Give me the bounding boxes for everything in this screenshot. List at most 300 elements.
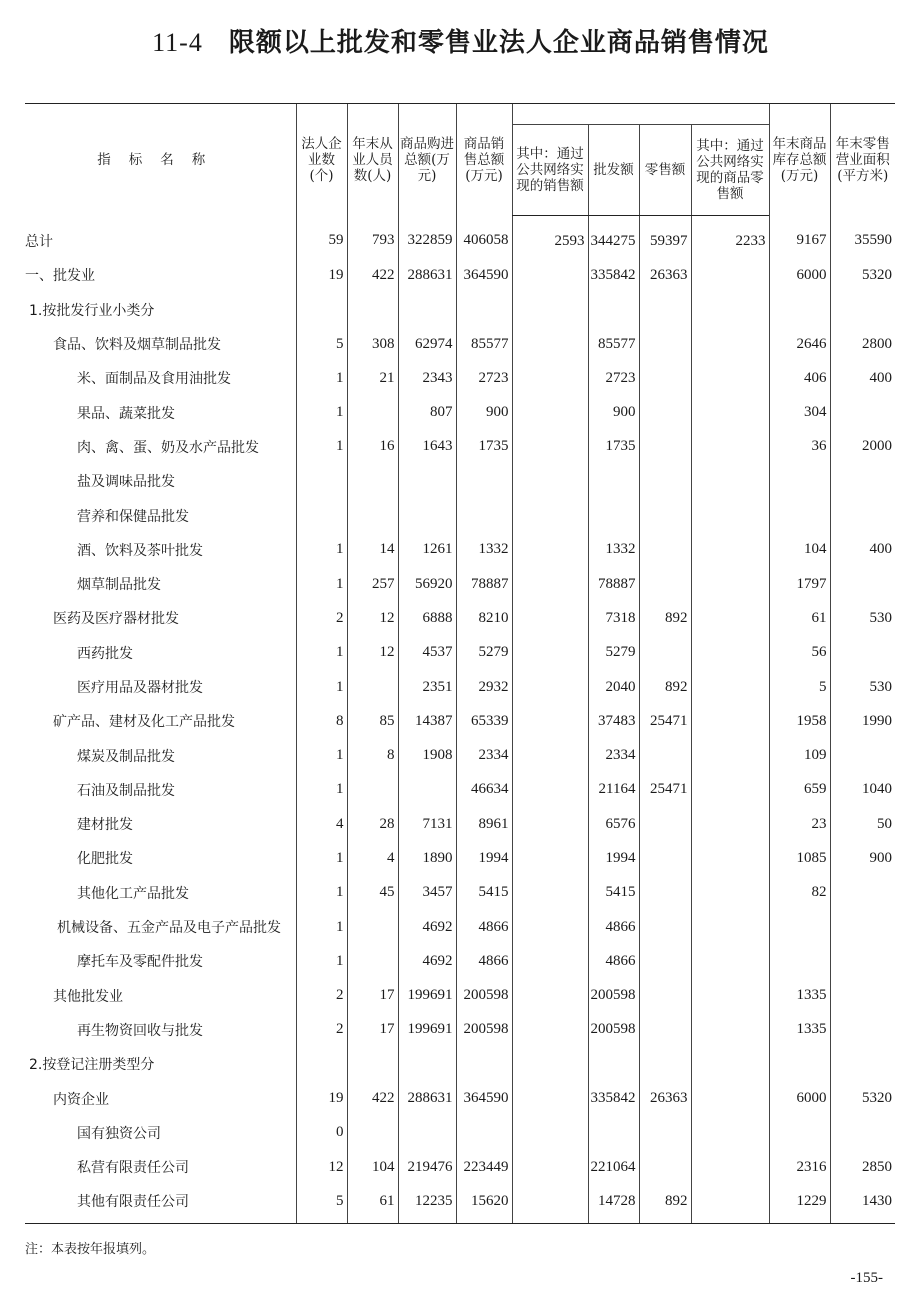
- cell-purchases: 1261: [398, 533, 456, 567]
- cell-sales-online: [512, 670, 588, 704]
- header-retail-online: 其中：通过公共网络实现的商品零售额: [691, 125, 769, 216]
- cell-retail-online: [691, 979, 769, 1013]
- cell-sales-online: [512, 1184, 588, 1223]
- cell-retail: [639, 1047, 691, 1081]
- row-label: 国有独资公司: [77, 1125, 161, 1142]
- row-label: 肉、禽、蛋、奶及水产品批发: [77, 439, 259, 456]
- cell-enterprises: 12: [296, 1150, 347, 1184]
- cell-employees: [347, 944, 398, 978]
- cell-employees: 793: [347, 216, 398, 259]
- row-label: 营养和保健品批发: [77, 508, 189, 525]
- table-row: [25, 1116, 895, 1150]
- cell-purchases: [398, 464, 456, 498]
- cell-purchases: 219476: [398, 1150, 456, 1184]
- cell-purchases: 199691: [398, 1013, 456, 1047]
- cell-wholesale: 1735: [588, 430, 639, 464]
- cell-wholesale: 37483: [588, 704, 639, 738]
- cell-retail: [639, 636, 691, 670]
- cell-area: 2000: [830, 430, 895, 464]
- cell-area: 35590: [830, 216, 895, 259]
- cell-sales-online: [512, 807, 588, 841]
- row-label: 内资企业: [53, 1091, 109, 1108]
- cell-sales: 78887: [456, 567, 512, 601]
- row-label: 其他有限责任公司: [25, 1184, 296, 1223]
- cell-employees: 61: [347, 1184, 398, 1223]
- cell-employees: 21: [347, 361, 398, 395]
- table-row: [25, 773, 895, 807]
- cell-sales-online: [512, 704, 588, 738]
- cell-employees: [347, 395, 398, 429]
- table-row: [25, 216, 895, 259]
- cell-purchases: 62974: [398, 327, 456, 361]
- header-sales: 商品销售总额(万元): [456, 104, 512, 216]
- cell-employees: [347, 773, 398, 807]
- cell-sales-online: [512, 498, 588, 532]
- cell-retail: 59397: [639, 216, 691, 259]
- cell-retail: [639, 1150, 691, 1184]
- row-label: 煤炭及制品批发: [77, 748, 175, 765]
- row-label: 1.按批发行业小类分: [29, 302, 155, 319]
- table-title: 限额以上批发和零售业法人企业商品销售情况: [228, 28, 769, 58]
- cell-area: [830, 1116, 895, 1150]
- cell-retail-online: [691, 841, 769, 875]
- table-row: [25, 1047, 895, 1081]
- sales-table: [25, 104, 895, 1224]
- cell-retail-online: [691, 1013, 769, 1047]
- cell-wholesale: [588, 498, 639, 532]
- cell-sales: 8961: [456, 807, 512, 841]
- table-row: [25, 327, 895, 361]
- cell-wholesale: 4866: [588, 944, 639, 978]
- cell-purchases: 199691: [398, 979, 456, 1013]
- row-label: 食品、饮料及烟草制品批发: [53, 337, 221, 354]
- cell-area: 50: [830, 807, 895, 841]
- cell-employees: 257: [347, 567, 398, 601]
- row-label: 医药及医疗器材批发: [53, 611, 179, 628]
- cell-wholesale: 78887: [588, 567, 639, 601]
- cell-area: 2850: [830, 1150, 895, 1184]
- cell-area: [830, 636, 895, 670]
- cell-enterprises: [296, 464, 347, 498]
- cell-employees: [347, 498, 398, 532]
- cell-retail: 25471: [639, 704, 691, 738]
- row-label: 其他化工产品批发: [77, 885, 189, 902]
- cell-wholesale: 6576: [588, 807, 639, 841]
- cell-wholesale: 2040: [588, 670, 639, 704]
- cell-sales-online: [512, 1047, 588, 1081]
- row-label: 私营有限责任公司: [77, 1160, 189, 1177]
- cell-wholesale: 335842: [588, 1081, 639, 1115]
- cell-inventory: [769, 464, 830, 498]
- table-row: [25, 979, 895, 1013]
- cell-inventory: 109: [769, 738, 830, 772]
- cell-sales: 200598: [456, 979, 512, 1013]
- row-label: 摩托车及零配件批发: [77, 954, 203, 971]
- cell-inventory: 6000: [769, 258, 830, 292]
- cell-retail: [639, 533, 691, 567]
- cell-purchases: 4537: [398, 636, 456, 670]
- cell-retail: [639, 395, 691, 429]
- row-label: 化肥批发: [77, 851, 133, 868]
- cell-employees: [347, 293, 398, 327]
- cell-enterprises: 5: [296, 1184, 347, 1223]
- cell-employees: [347, 910, 398, 944]
- cell-enterprises: 1: [296, 910, 347, 944]
- cell-employees: [347, 1116, 398, 1150]
- cell-employees: 28: [347, 807, 398, 841]
- cell-sales: 364590: [456, 258, 512, 292]
- table-row: [25, 498, 895, 532]
- cell-employees: 4: [347, 841, 398, 875]
- page-number: -155-: [850, 1270, 883, 1286]
- cell-wholesale: 85577: [588, 327, 639, 361]
- table-row: [25, 1081, 895, 1115]
- row-label: 米、面制品及食用油批发: [77, 371, 231, 388]
- cell-sales: 5279: [456, 636, 512, 670]
- cell-sales-online: [512, 533, 588, 567]
- cell-wholesale: [588, 293, 639, 327]
- table-body: [25, 216, 895, 1224]
- cell-employees: [347, 464, 398, 498]
- table-row: [25, 258, 895, 292]
- header-purchases: 商品购进总额(万元): [398, 104, 456, 216]
- table-row: [25, 1150, 895, 1184]
- cell-wholesale: 200598: [588, 979, 639, 1013]
- cell-wholesale: 200598: [588, 1013, 639, 1047]
- cell-retail-online: [691, 258, 769, 292]
- cell-sales-online: [512, 1116, 588, 1150]
- cell-sales-online: [512, 979, 588, 1013]
- header-name: 指标名称: [97, 151, 224, 168]
- cell-sales-online: [512, 430, 588, 464]
- cell-enterprises: 1: [296, 670, 347, 704]
- cell-area: [830, 738, 895, 772]
- cell-enterprises: 0: [296, 1116, 347, 1150]
- cell-area: 400: [830, 533, 895, 567]
- cell-employees: 8: [347, 738, 398, 772]
- cell-sales: 8210: [456, 601, 512, 635]
- cell-purchases: [398, 773, 456, 807]
- page-title: [0, 22, 921, 59]
- cell-sales-online: [512, 910, 588, 944]
- cell-area: 1430: [830, 1184, 895, 1223]
- table-number: 11-4: [152, 28, 203, 57]
- cell-retail-online: [691, 327, 769, 361]
- cell-sales: 1994: [456, 841, 512, 875]
- cell-wholesale: 221064: [588, 1150, 639, 1184]
- cell-retail-online: [691, 773, 769, 807]
- cell-purchases: 56920: [398, 567, 456, 601]
- cell-purchases: 288631: [398, 1081, 456, 1115]
- row-label: 矿产品、建材及化工产品批发: [53, 714, 235, 731]
- cell-employees: 17: [347, 979, 398, 1013]
- cell-retail-online: [691, 1081, 769, 1115]
- cell-retail: 26363: [639, 258, 691, 292]
- row-label: 西药批发: [77, 645, 133, 662]
- cell-retail: [639, 807, 691, 841]
- cell-retail: [639, 1013, 691, 1047]
- cell-employees: 17: [347, 1013, 398, 1047]
- header-retail: 零售额: [639, 125, 691, 216]
- cell-retail: [639, 327, 691, 361]
- cell-area: [830, 979, 895, 1013]
- table-row: [25, 807, 895, 841]
- cell-area: [830, 395, 895, 429]
- row-label: 石油及制品批发: [77, 782, 175, 799]
- table-note: 注：本表按年报填列。: [25, 1242, 156, 1257]
- cell-retail: [639, 910, 691, 944]
- cell-area: 1040: [830, 773, 895, 807]
- cell-inventory: 1335: [769, 1013, 830, 1047]
- cell-wholesale: [588, 1116, 639, 1150]
- cell-inventory: 1085: [769, 841, 830, 875]
- cell-sales: 223449: [456, 1150, 512, 1184]
- cell-wholesale: 5415: [588, 876, 639, 910]
- cell-inventory: 1797: [769, 567, 830, 601]
- cell-retail: 892: [639, 601, 691, 635]
- cell-purchases: 1643: [398, 430, 456, 464]
- cell-retail-online: [691, 876, 769, 910]
- table-row: [25, 910, 895, 944]
- cell-enterprises: [296, 293, 347, 327]
- cell-retail-online: [691, 1116, 769, 1150]
- cell-inventory: 2316: [769, 1150, 830, 1184]
- cell-purchases: 4692: [398, 944, 456, 978]
- cell-inventory: 2646: [769, 327, 830, 361]
- cell-sales: 4866: [456, 944, 512, 978]
- table-row: [25, 876, 895, 910]
- cell-sales: 5415: [456, 876, 512, 910]
- cell-area: 530: [830, 601, 895, 635]
- cell-sales: 200598: [456, 1013, 512, 1047]
- cell-sales-online: [512, 1013, 588, 1047]
- cell-inventory: 82: [769, 876, 830, 910]
- cell-retail-online: [691, 738, 769, 772]
- cell-sales: 406058: [456, 216, 512, 259]
- cell-retail-online: [691, 670, 769, 704]
- row-label: 烟草制品批发: [77, 577, 161, 594]
- cell-wholesale: 4866: [588, 910, 639, 944]
- cell-wholesale: 344275: [588, 216, 639, 259]
- row-label: 总计: [25, 233, 53, 250]
- cell-purchases: 14387: [398, 704, 456, 738]
- header-employees: 年末从业人员数(人): [347, 104, 398, 216]
- cell-sales-online: [512, 944, 588, 978]
- cell-sales-online: [512, 327, 588, 361]
- cell-enterprises: 19: [296, 1081, 347, 1115]
- header-sales-online: 其中：通过公共网络实现的销售额: [512, 125, 588, 216]
- cell-area: [830, 876, 895, 910]
- cell-employees: 85: [347, 704, 398, 738]
- cell-employees: 45: [347, 876, 398, 910]
- header-enterprises: 法人企业数(个): [296, 104, 347, 216]
- table-row: [25, 293, 895, 327]
- cell-employees: 12: [347, 636, 398, 670]
- table-header: [25, 104, 895, 216]
- cell-inventory: 1958: [769, 704, 830, 738]
- cell-sales: 2334: [456, 738, 512, 772]
- cell-enterprises: 8: [296, 704, 347, 738]
- cell-retail-online: [691, 601, 769, 635]
- cell-area: [830, 1013, 895, 1047]
- cell-sales-online: [512, 841, 588, 875]
- cell-retail-online: [691, 944, 769, 978]
- cell-enterprises: [296, 498, 347, 532]
- cell-sales-online: [512, 464, 588, 498]
- cell-sales-online: [512, 395, 588, 429]
- cell-retail: [639, 1116, 691, 1150]
- cell-wholesale: 7318: [588, 601, 639, 635]
- cell-enterprises: 1: [296, 944, 347, 978]
- cell-enterprises: 4: [296, 807, 347, 841]
- cell-sales: 364590: [456, 1081, 512, 1115]
- cell-inventory: 104: [769, 533, 830, 567]
- cell-sales-online: [512, 1150, 588, 1184]
- cell-purchases: 3457: [398, 876, 456, 910]
- cell-area: 5320: [830, 258, 895, 292]
- cell-purchases: 322859: [398, 216, 456, 259]
- cell-retail: 26363: [639, 1081, 691, 1115]
- cell-inventory: [769, 498, 830, 532]
- cell-sales: 1735: [456, 430, 512, 464]
- cell-wholesale: 2723: [588, 361, 639, 395]
- cell-enterprises: [296, 1047, 347, 1081]
- cell-retail-online: [691, 1047, 769, 1081]
- cell-wholesale: [588, 464, 639, 498]
- cell-sales-online: [512, 601, 588, 635]
- cell-retail-online: [691, 293, 769, 327]
- cell-enterprises: 1: [296, 773, 347, 807]
- cell-wholesale: [588, 1047, 639, 1081]
- cell-purchases: 2343: [398, 361, 456, 395]
- cell-enterprises: 1: [296, 841, 347, 875]
- row-label: 果品、蔬菜批发: [77, 405, 175, 422]
- cell-wholesale: 1332: [588, 533, 639, 567]
- cell-inventory: [769, 944, 830, 978]
- cell-sales: 2723: [456, 361, 512, 395]
- row-label: 酒、饮料及茶叶批发: [77, 542, 203, 559]
- cell-sales: 4866: [456, 910, 512, 944]
- cell-purchases: [398, 1047, 456, 1081]
- table-row: [25, 567, 895, 601]
- cell-retail-online: [691, 567, 769, 601]
- cell-enterprises: 1: [296, 567, 347, 601]
- cell-employees: 16: [347, 430, 398, 464]
- cell-sales-online: [512, 876, 588, 910]
- cell-purchases: [398, 293, 456, 327]
- table-row: [25, 636, 895, 670]
- cell-sales: [456, 293, 512, 327]
- cell-retail-online: [691, 498, 769, 532]
- cell-retail-online: [691, 910, 769, 944]
- table-row: [25, 601, 895, 635]
- cell-sales: [456, 1047, 512, 1081]
- cell-area: [830, 498, 895, 532]
- cell-wholesale: 2334: [588, 738, 639, 772]
- cell-enterprises: 5: [296, 327, 347, 361]
- table-row: [25, 738, 895, 772]
- cell-inventory: 23: [769, 807, 830, 841]
- cell-enterprises: 1: [296, 430, 347, 464]
- cell-area: [830, 1047, 895, 1081]
- cell-enterprises: 2: [296, 1013, 347, 1047]
- cell-retail: [639, 979, 691, 1013]
- cell-retail: [639, 464, 691, 498]
- cell-retail: [639, 567, 691, 601]
- cell-employees: [347, 1047, 398, 1081]
- cell-sales: 15620: [456, 1184, 512, 1223]
- cell-retail: [639, 944, 691, 978]
- cell-area: [830, 293, 895, 327]
- cell-retail: [639, 430, 691, 464]
- cell-enterprises: 59: [296, 216, 347, 259]
- cell-wholesale: 900: [588, 395, 639, 429]
- row-label: 2.按登记注册类型分: [29, 1057, 155, 1074]
- cell-wholesale: 1994: [588, 841, 639, 875]
- cell-inventory: [769, 910, 830, 944]
- cell-retail-online: [691, 361, 769, 395]
- cell-enterprises: 2: [296, 979, 347, 1013]
- cell-sales-online: [512, 293, 588, 327]
- row-label: 盐及调味品批发: [77, 474, 175, 491]
- cell-purchases: 7131: [398, 807, 456, 841]
- cell-retail: [639, 498, 691, 532]
- cell-retail: [639, 738, 691, 772]
- cell-purchases: [398, 498, 456, 532]
- header-wholesale: 批发额: [588, 125, 639, 216]
- cell-enterprises: 1: [296, 395, 347, 429]
- cell-sales: 2932: [456, 670, 512, 704]
- cell-purchases: 12235: [398, 1184, 456, 1223]
- cell-enterprises: 2: [296, 601, 347, 635]
- cell-retail-online: [691, 1150, 769, 1184]
- cell-area: 2800: [830, 327, 895, 361]
- row-label: 一、批发业: [25, 268, 95, 285]
- table-row: [25, 1184, 895, 1223]
- cell-retail-online: [691, 395, 769, 429]
- cell-sales: 900: [456, 395, 512, 429]
- table-row: [25, 670, 895, 704]
- cell-employees: 12: [347, 601, 398, 635]
- row-label: 再生物资回收与批发: [77, 1022, 203, 1039]
- cell-sales-online: 2593: [512, 216, 588, 259]
- cell-purchases: 288631: [398, 258, 456, 292]
- cell-employees: 14: [347, 533, 398, 567]
- cell-retail-online: [691, 430, 769, 464]
- cell-area: 5320: [830, 1081, 895, 1115]
- cell-inventory: 1229: [769, 1184, 830, 1223]
- cell-employees: [347, 670, 398, 704]
- cell-retail-online: [691, 464, 769, 498]
- cell-sales: [456, 498, 512, 532]
- cell-inventory: 406: [769, 361, 830, 395]
- table-row: [25, 361, 895, 395]
- cell-inventory: 6000: [769, 1081, 830, 1115]
- cell-sales: 1332: [456, 533, 512, 567]
- cell-purchases: 2351: [398, 670, 456, 704]
- cell-inventory: 61: [769, 601, 830, 635]
- table-row: [25, 1013, 895, 1047]
- cell-area: [830, 944, 895, 978]
- cell-sales: [456, 1116, 512, 1150]
- cell-retail-online: [691, 636, 769, 670]
- cell-area: [830, 567, 895, 601]
- cell-inventory: [769, 293, 830, 327]
- cell-sales-online: [512, 738, 588, 772]
- cell-inventory: 56: [769, 636, 830, 670]
- cell-sales-online: [512, 258, 588, 292]
- cell-wholesale: 335842: [588, 258, 639, 292]
